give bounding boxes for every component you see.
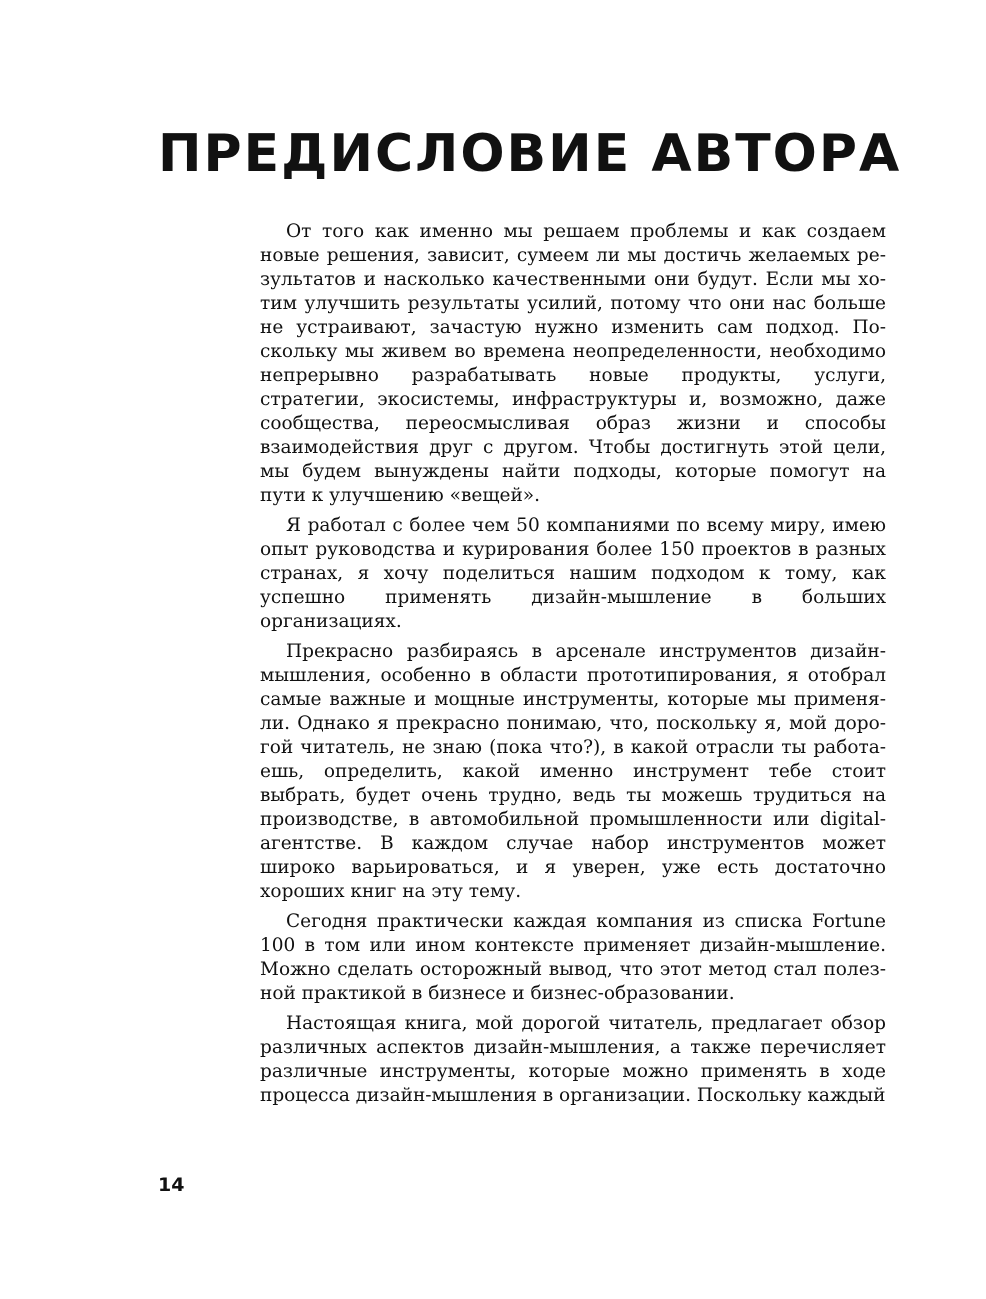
paragraph-1: От того как именно мы решаем проблемы и как создаем новые решения, зависит, сумеем ли мы достичь желаемых результатов и насколько качественными они будут. Если мы хотим улучшить результаты усилий, потому что они нас больше не устраивают, зачастую нужно изменить сам подход. Поскольку мы живем во времена неопределенности, необходимо непрерывно разрабатывать новые продукты, услуги, стратегии, экосистемы, инфраструктуры и, возможно, даже сообщества, переосмысливая образ жизни и способы взаимодействия друг с другом. Чтобы достигнуть этой цели, мы будем вынуждены найти подходы, которые помогут на пути к улучшению «вещей». (260, 221, 886, 506)
page-number: 14 (158, 1174, 185, 1196)
body-text (260, 220, 886, 1114)
paragraph-4: Сегодня практически каждая компания из списка Fortune 100 в том или ином контексте применяет дизайн-мышление. Можно сделать осторожный вывод, что этот метод стал полезной практикой в бизнесе и бизнес-образовании. (260, 911, 886, 1004)
paragraph-2: Я работал с более чем 50 компаниями по всему миру, имею опыт руководства и курирования более 150 проектов в разных странах, я хочу поделиться нашим подходом к тому, как успешно применять дизайн-мышление в больших организациях. (260, 515, 886, 632)
chapter-title: ПРЕДИСЛОВИЕ АВТОРА (158, 124, 902, 184)
paragraph-5: Настоящая книга, мой дорогой читатель, предлагает обзор различных аспектов дизайн-мышления, а также перечисляет различные инструменты, которые можно применять в ходе процесса дизайн-мышления в организации. Поскольку каждый (260, 1013, 886, 1106)
paragraph-3: Прекрасно разбираясь в арсенале инструментов дизайн-мышления, особенно в области прототипирования, я отобрал самые важные и мощные инструменты, которые мы применяли. Однако я прекрасно понимаю, что, поскольку я, мой дорогой читатель, не знаю (пока что?), в какой отрасли ты работаешь, определить, какой именно инструмент тебе стоит выбрать, будет очень трудно, ведь ты можешь трудиться на производстве, в автомобильной промышленности или digital-агентстве. В каждом случае набор инструментов может широко варьироваться, и я уверен, уже есть достаточно хороших книг на эту тему. (260, 641, 886, 902)
